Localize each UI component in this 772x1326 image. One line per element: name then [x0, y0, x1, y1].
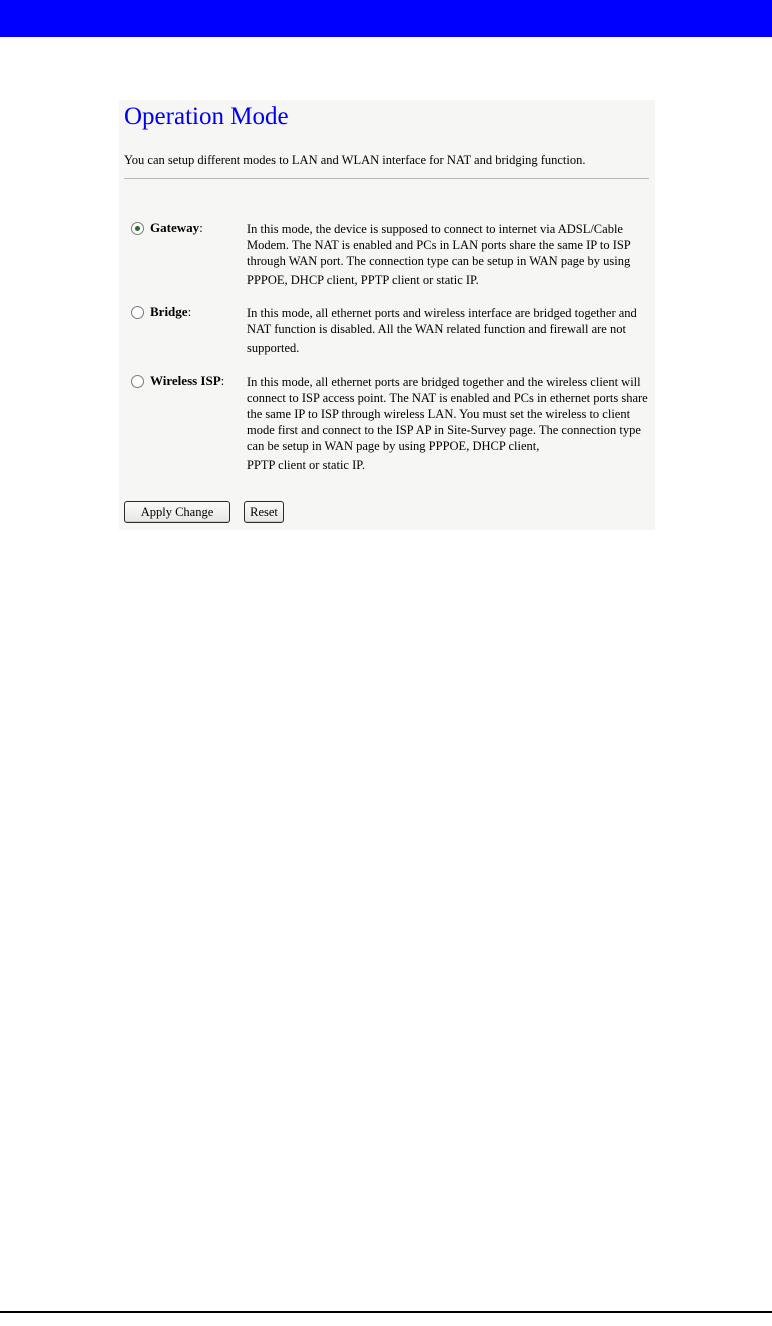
wireless-isp-label: Wireless ISP	[150, 373, 221, 388]
wireless-isp-option[interactable]	[131, 372, 224, 390]
wireless-isp-radio[interactable]	[131, 375, 144, 388]
bridge-description-text: In this mode, all ethernet ports and wireless interface are bridged together and NAT function is disabled. All the WAN related function and firewall are not	[247, 306, 637, 336]
page-bottom-rule	[0, 1311, 772, 1313]
bridge-description-last: supported.	[247, 341, 300, 355]
gateway-description-last: PPPOE, DHCP client, PPTP client or static IP.	[247, 273, 479, 287]
wireless-isp-label-colon: :	[220, 373, 225, 388]
bridge-description	[247, 305, 649, 356]
wireless-isp-description-text: In this mode, all ethernet ports are bridged together and the wireless client will connect to ISP access point. The NAT is enabled and PCs in ethernet ports share the same IP to ISP through wireless LAN. You must set the wireless to client mode first and connect to the ISP AP in Site-Survey page. The connection type can be setup in WAN page by using PPPOE, DHCP client,	[247, 375, 648, 453]
bridge-option[interactable]	[131, 303, 191, 321]
page-description: You can setup different modes to LAN and WLAN interface for NAT and bridging function.	[124, 153, 586, 167]
gateway-label: Gateway	[150, 220, 200, 235]
wireless-isp-description-last: PPTP client or static IP.	[247, 458, 365, 472]
gateway-label-colon: :	[199, 220, 203, 235]
apply-change-button[interactable]: Apply Change	[124, 501, 230, 523]
operation-mode-panel	[119, 100, 655, 530]
wireless-isp-description	[247, 374, 649, 473]
gateway-description-text: In this mode, the device is supposed to connect to internet via ADSL/Cable Modem. The NAT is enabled and PCs in LAN ports share the same IP to ISP through WAN port. The connection type can be setup in WAN page by using	[247, 222, 631, 268]
reset-button[interactable]: Reset	[244, 501, 284, 523]
gateway-description	[247, 221, 649, 288]
header-bar	[0, 0, 772, 37]
gateway-radio[interactable]	[131, 222, 144, 235]
bridge-label-colon: :	[187, 304, 192, 319]
divider	[124, 178, 649, 179]
gateway-option[interactable]	[131, 219, 203, 237]
bridge-radio[interactable]	[131, 306, 144, 319]
bridge-label: Bridge	[150, 304, 188, 319]
page-title: Operation Mode	[124, 103, 289, 130]
